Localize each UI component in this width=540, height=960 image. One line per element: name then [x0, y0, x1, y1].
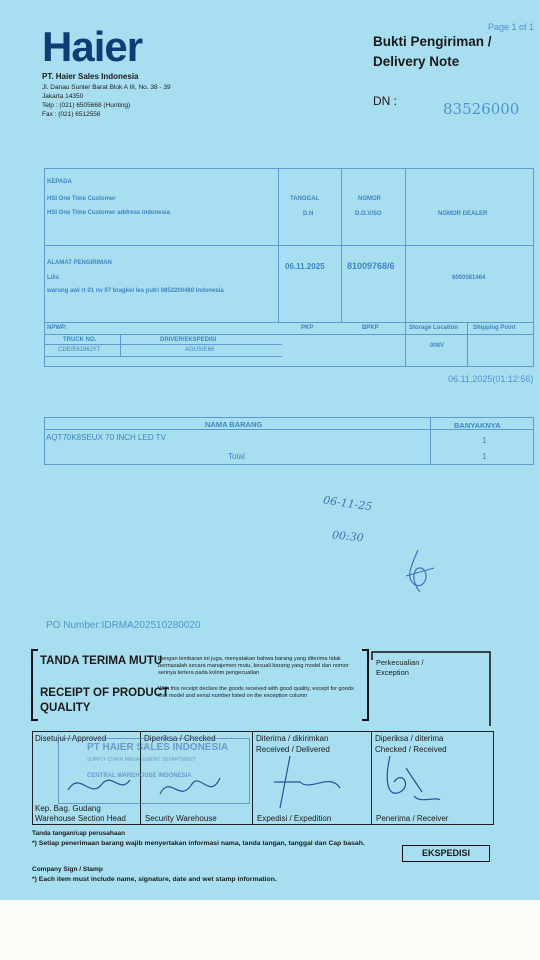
- items-top-border: [44, 417, 534, 418]
- company-address-2: Jakarta 14350: [42, 93, 84, 100]
- table-row-line-5: [44, 356, 282, 357]
- items-col-name: NAMA BARANG: [205, 420, 263, 429]
- sig-checked-received-2: Checked / Received: [375, 745, 447, 754]
- sig-head-2: Warehouse Section Head: [35, 814, 126, 823]
- receiver-signature: [380, 752, 450, 808]
- nomor-sub: D.O.V/SO: [355, 211, 382, 217]
- total-qty: 1: [482, 452, 487, 461]
- ekspedisi-box: EKSPEDISI: [402, 845, 490, 862]
- tanggal-sub: D.N: [303, 211, 314, 217]
- storage-location-label: Storage Location: [409, 325, 459, 331]
- table-divider-5: [120, 334, 121, 356]
- receipt-text-en: With this receipt declare the goods received with good quality, except for goods that model and serial number listed on the exception column: [158, 686, 354, 699]
- handwritten-time: 00:30: [331, 528, 365, 545]
- sig-divider-3: [371, 731, 372, 825]
- sig-left-border: [32, 731, 33, 825]
- sig-received-delivered-2: Received / Delivered: [256, 745, 330, 754]
- stamp-signatures: [60, 760, 250, 808]
- footer-company-sign: Company Sign / Stamp: [32, 866, 103, 873]
- company-fax: Fax : (021) 6512556: [42, 111, 101, 118]
- driver-value: AGUS/E66: [185, 347, 215, 353]
- company-logo: Haier: [42, 23, 143, 70]
- tanggal-value: 06.11.2025: [285, 262, 325, 271]
- document-title-en: Delivery Note: [373, 54, 460, 69]
- shipping-point-label: Shipping Point: [473, 325, 516, 331]
- receipt-text-id: Dengan lembaran ini juga, menyatakan bahwa barang yang diterima tidak bermasalah secara manajemen mutu, kecuali barang yang model dan nomor serinya tertera pada kolom pengecualian: [158, 656, 349, 676]
- tanggal-header: TANGGAL: [290, 196, 320, 202]
- receipt-title-en-2: QUALITY: [40, 702, 91, 714]
- signature-scribble: [400, 548, 440, 596]
- sig-checked-label: Diperiksa / Checked: [144, 734, 216, 743]
- kepada-label: KEPADA: [47, 179, 72, 185]
- company-phone: Telp : (021) 6505668 (Hunting): [42, 102, 131, 109]
- truck-label: TRUCK NO.: [63, 337, 97, 343]
- customer-name: HSI One Time Customer: [47, 196, 116, 202]
- sig-head-1: Kep. Bag. Gudang: [35, 804, 101, 813]
- dn-label: DN :: [373, 94, 397, 108]
- truck-value: CDE/E6186JYT: [58, 347, 101, 353]
- receipt-title-en-1: RECEIPT OF PRODUCT: [40, 687, 170, 699]
- storage-value: 008V: [430, 343, 445, 349]
- dn-number: 83526000: [443, 100, 520, 118]
- po-number: PO Number:IDRMA202510280020: [46, 620, 201, 631]
- table-right-border: [533, 168, 534, 366]
- sig-top-border: [32, 731, 494, 732]
- stamp-line-1: PT HAIER SALES INDONESIA: [87, 742, 229, 753]
- nomor-value: 81009768/6: [347, 261, 395, 271]
- table-top-border: [44, 168, 534, 169]
- footer-note-en: *) Each item must include name, signature, date and wet stamp information.: [32, 876, 277, 883]
- shipping-label: ALAMAT PENGIRIMAN: [47, 260, 112, 266]
- table-divider-4: [467, 322, 468, 366]
- table-row-line-2: [44, 322, 534, 323]
- stamp-line-2: SUPPLY CHAIN MANAGEMENT DEPARTMENT: [87, 757, 196, 763]
- nomor-header: NOMOR: [358, 196, 381, 202]
- sig-checked-received-1: Diperiksa / diterima: [375, 734, 444, 743]
- sig-received-delivered-1: Diterima / dikirimkan: [256, 734, 329, 743]
- print-timestamp: 06.11.2025(01:12:56): [448, 374, 534, 384]
- shipping-name: Lilis: [47, 275, 60, 281]
- customer-address: HSI One Time Customer address Indonesia: [47, 210, 170, 216]
- items-divider: [430, 417, 431, 465]
- sig-security: Security Warehouse: [145, 814, 217, 823]
- company-address-1: Jl. Danau Sunter Barat Blok A III, No. 38 - 39: [42, 84, 171, 91]
- total-label: Total: [228, 452, 245, 461]
- exception-label: Perkecualian /: [376, 658, 424, 667]
- item-qty: 1: [482, 436, 487, 445]
- item-name: AQT70K8SEUX 70 INCH LED TV: [46, 433, 166, 442]
- receipt-title-id: TANDA TERIMA MUTU: [40, 655, 163, 667]
- company-name: PT. Haier Sales Indonesia: [42, 72, 139, 81]
- sig-bottom-border: [32, 824, 494, 825]
- items-bottom-border: [44, 464, 534, 465]
- table-left-border: [44, 168, 45, 366]
- sig-receiver: Penerima / Receiver: [376, 814, 449, 823]
- items-left-border: [44, 417, 45, 465]
- table-divider-3: [405, 168, 406, 366]
- table-bottom-border: [44, 366, 534, 367]
- exception-label-en: Exception: [376, 668, 409, 677]
- pkp-label: PKP: [301, 325, 314, 331]
- footer-note-id: *) Setiap penerimaan barang wajib menyertakan informasi nama, tanda tangan, tanggal dan Cap basah.: [32, 840, 365, 847]
- handwritten-date: 06-11-25: [322, 493, 374, 514]
- items-right-border: [533, 417, 534, 465]
- dealer-value: 6000581464: [452, 275, 486, 281]
- npwp-label: NPWP:: [47, 325, 67, 331]
- bpkp-label: BPKP: [362, 325, 379, 331]
- sig-approved-label: Disetujui / Approved: [35, 734, 107, 743]
- sig-divider-2: [252, 731, 253, 825]
- dealer-header: NOMOR DEALER: [438, 211, 488, 217]
- sig-expedition: Expedisi / Expedition: [257, 814, 332, 823]
- items-col-qty: BANYAKNYA: [454, 421, 501, 430]
- table-row-line-4: [44, 344, 282, 345]
- document-title-id: Bukti Pengiriman /: [373, 34, 492, 49]
- footer-sign-label: Tanda tangan/cap perusahaan: [32, 830, 126, 837]
- page-number: Page 1 of 1: [488, 22, 535, 32]
- driver-label: DRIVER/EKSPEDISI: [160, 337, 217, 343]
- table-row-line-1: [44, 245, 534, 246]
- table-row-line-3: [44, 334, 534, 335]
- sig-right-border: [493, 731, 494, 825]
- stamp-line-3: CENTRAL WAREHOUSE INDONESIA: [87, 773, 192, 779]
- shipping-address: warung awi rt 01 rw 07 bragkel les putri 0852200480 Indonesia: [47, 288, 224, 294]
- expedition-signature: [270, 752, 360, 812]
